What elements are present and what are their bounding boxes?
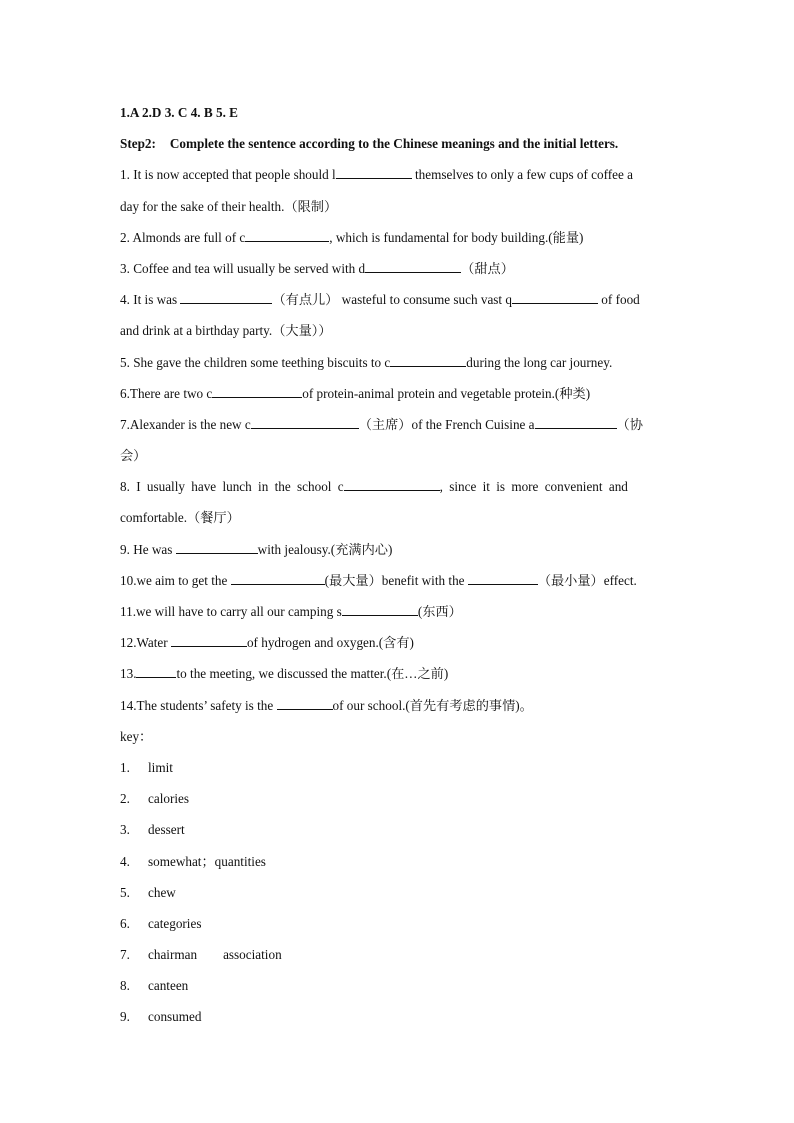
question-8-text: 8. I usually have lunch in the school c (120, 479, 344, 495)
answer-blank-8 (344, 478, 440, 491)
question-13-text-cont: to the meeting, we discussed the matter.(在…之前) (176, 666, 449, 682)
key-item-answer: calories (148, 791, 190, 807)
key-item-number: 2. (120, 791, 130, 807)
question-11-text: 11.we will have to carry all our camping s (120, 604, 342, 619)
key-item-number: 6. (120, 915, 130, 931)
answer-blank-14 (277, 697, 333, 710)
answer-blank-7a (251, 416, 359, 429)
question-5-text: 5. She gave the children some teething biscuits to c (120, 354, 391, 370)
question-10-text-end: （最小量）effect. (537, 572, 637, 588)
key-item-answer: consumed (148, 1009, 202, 1025)
key-item-number: 4. (120, 853, 130, 869)
answer-blank-7b (535, 416, 617, 429)
key-item-answer: canteen (148, 978, 189, 994)
question-2-text: 2. Almonds are full of c (120, 229, 246, 245)
document-content (120, 103, 674, 1039)
question-8-text-cont: , since it is more convenient and (439, 479, 628, 495)
key-item (120, 1007, 674, 1038)
answer-blank-12 (171, 634, 247, 647)
key-item (120, 852, 674, 883)
step2-heading (120, 134, 674, 165)
question-11-text-cont: (东西） (417, 604, 462, 619)
key-item-answer: somewhat；quantities (148, 853, 266, 869)
step2-instruction: Complete the sentence according to the Chinese meanings and the initial letters. (169, 136, 619, 152)
question-9 (120, 540, 674, 571)
question-7-line-2: 会） (120, 448, 147, 464)
question-6 (120, 384, 674, 415)
question-4 (120, 290, 674, 321)
question-7 (120, 415, 674, 446)
question-8-line-2: comfortable.（餐厅） (120, 510, 240, 526)
question-11 (120, 602, 674, 633)
key-item (120, 976, 674, 1007)
answer-blank-4a (180, 291, 272, 304)
question-7-text-end: （协 (616, 416, 643, 432)
answer-blank-11 (342, 603, 418, 616)
key-item-number: 9. (120, 1009, 130, 1025)
key-item-answer: chairman (148, 947, 198, 963)
answer-blank-13 (136, 665, 176, 678)
key-item-number: 5. (120, 884, 130, 900)
question-4-text: 4. It is was (120, 292, 181, 308)
question-1 (120, 165, 674, 196)
question-3 (120, 259, 674, 290)
key-label: key： (120, 728, 153, 744)
key-item (120, 820, 674, 851)
question-4-line-2: and drink at a birthday party.（大量）） (120, 323, 332, 339)
answer-blank-9 (176, 541, 258, 554)
key-item-answer-2: association (223, 947, 282, 963)
question-9-text-cont: with jealousy.(充满内心) (257, 541, 393, 557)
question-1-line-2: day for the sake of their health.（限制） (120, 198, 338, 214)
key-item (120, 914, 674, 945)
key-item-number: 3. (120, 822, 130, 838)
answer-blank-10a (231, 572, 325, 585)
question-10 (120, 571, 674, 602)
question-5 (120, 353, 674, 384)
question-8 (120, 477, 674, 508)
question-4-text-end: of food (598, 292, 640, 308)
step2-label: Step2: (120, 136, 156, 152)
question-10-text: 10.we aim to get the (120, 572, 231, 588)
question-3-text: 3. Coffee and tea will usually be served with d (120, 260, 366, 276)
answer-blank-4b (512, 291, 598, 304)
question-1-text: 1. It is now accepted that people should l (120, 167, 336, 183)
question-10-text-cont: (最大量）benefit with the (324, 572, 468, 588)
question-6-text: 6.There are two c (120, 385, 213, 401)
question-2-text-cont: , which is fundamental for body building.(能量) (329, 229, 584, 245)
key-item-answer: limit (148, 759, 173, 775)
question-2 (120, 228, 674, 259)
question-9-text: 9. He was (120, 541, 176, 557)
answer-blank-2 (245, 229, 329, 242)
key-item-number: 1. (120, 759, 130, 775)
question-13 (120, 664, 674, 695)
question-12-text: 12.Water (120, 635, 171, 651)
question-7-text-cont: （主席）of the French Cuisine a (358, 416, 535, 432)
answers-line: 1.A 2.D 3. C 4. B 5. E (120, 105, 238, 120)
answer-blank-1 (336, 166, 412, 179)
question-12-text-cont: of hydrogen and oxygen.(含有) (246, 635, 414, 651)
question-14-text: 14.The students’ safety is the (120, 697, 277, 713)
answer-blank-6 (212, 385, 302, 398)
key-item-number: 7. (120, 947, 130, 963)
key-item (120, 758, 674, 789)
key-item-answer: chew (148, 884, 176, 900)
key-item-answer: dessert (148, 822, 185, 838)
question-3-text-cont: （甜点） (461, 260, 514, 276)
question-14-text-cont: of our school.(首先有考虑的事情)。 (332, 697, 533, 713)
key-item (120, 789, 674, 820)
answer-blank-10b (468, 572, 538, 585)
question-1-text-cont: themselves to only a few cups of coffee a (411, 167, 634, 183)
answer-blank-3 (365, 260, 461, 273)
key-item (120, 945, 674, 976)
question-5-text-cont: during the long car journey. (466, 354, 613, 370)
question-12 (120, 633, 674, 664)
question-4-text-cont: （有点儿） wasteful to consume such vast q (272, 292, 512, 308)
question-13-text: 13. (120, 666, 137, 682)
key-item-answer: categories (148, 915, 202, 931)
question-14 (120, 696, 674, 727)
answer-blank-5 (390, 354, 466, 367)
question-7-text: 7.Alexander is the new c (120, 416, 251, 432)
key-item-number: 8. (120, 978, 130, 994)
key-item (120, 883, 674, 914)
question-6-text-cont: of protein-animal protein and vegetable protein.(种类) (302, 385, 591, 401)
